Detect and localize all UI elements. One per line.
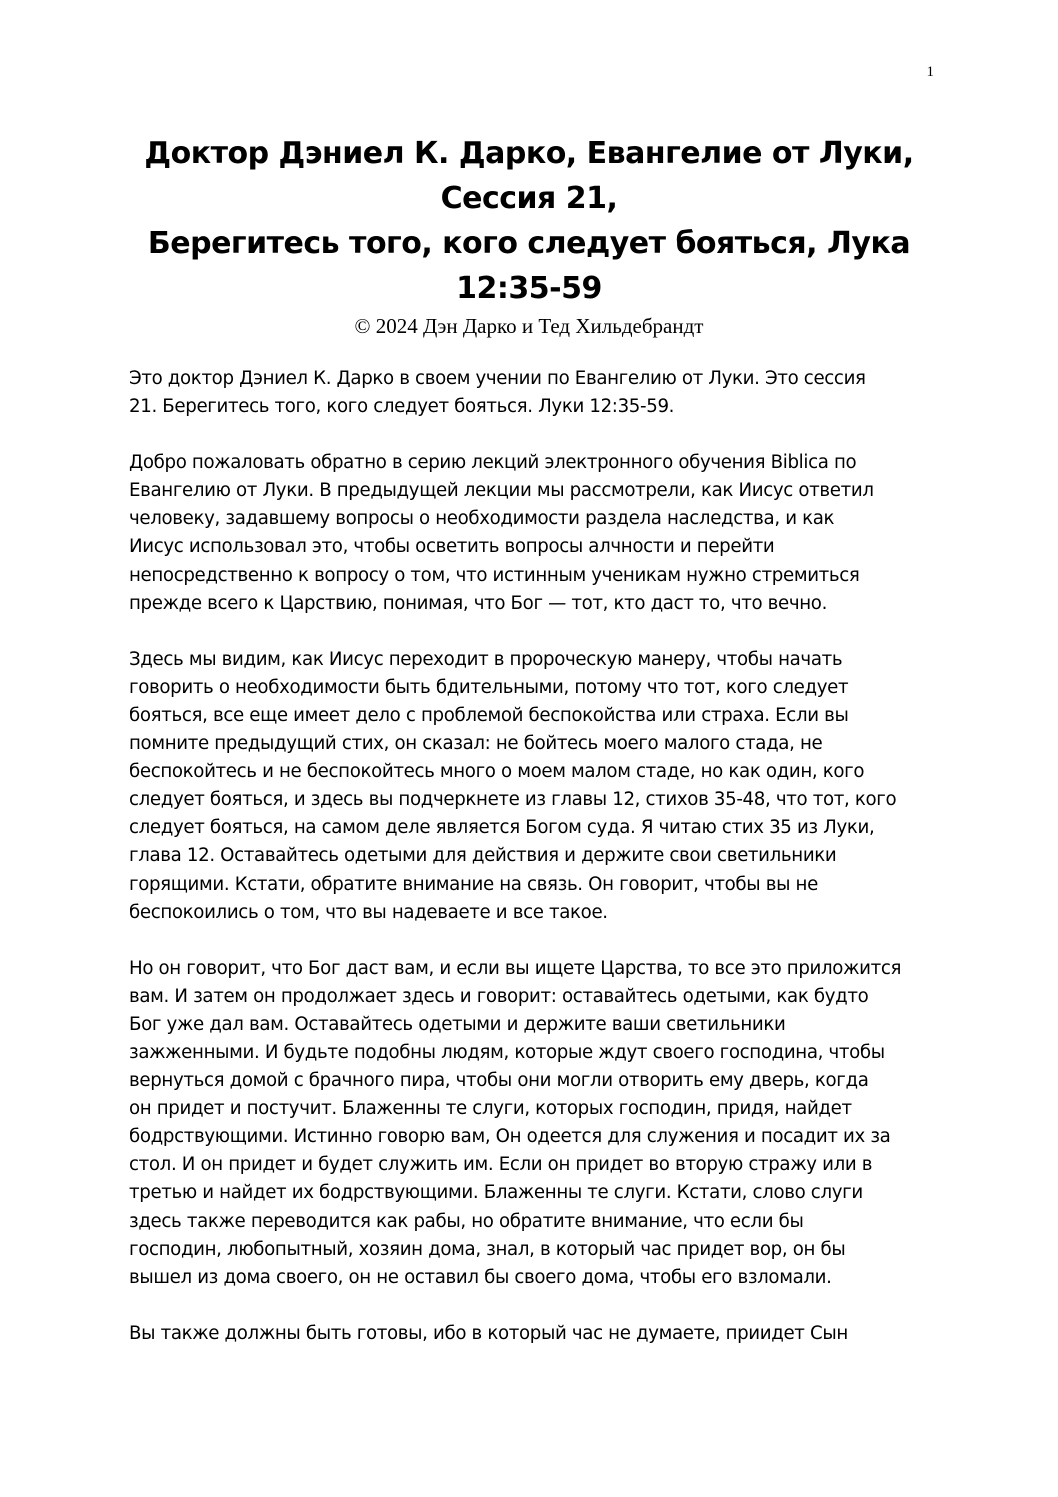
text-line: глава 12. Оставайтесь одетыми для действия и держите свои светильники — [129, 845, 837, 867]
text-line: говорить о необходимости быть бдительными, потому что тот, кого следует — [129, 676, 849, 698]
title-line: Доктор Дэниел К. Дарко, Евангелие от Луки, — [144, 136, 914, 171]
text-line: вышел из дома своего, он не оставил бы своего дома, чтобы его взломали. — [129, 1266, 832, 1288]
text-line: Иисус использовал это, чтобы осветить вопросы алчности и перейти — [129, 536, 775, 558]
text-line: Это доктор Дэниел К. Дарко в своем учении по Евангелию от Луки. Это сессия — [129, 368, 866, 389]
text-line: Евангелию от Луки. В предыдущей лекции мы рассмотрели, как Иисус ответил — [129, 480, 874, 502]
text-line: помните предыдущий стих, он сказал: не бойтесь моего малого стада, не — [129, 733, 823, 755]
paragraph-prophetic — [129, 646, 939, 927]
document-body — [129, 365, 939, 1376]
text-line: вернуться домой с брачного пира, чтобы они могли отворить ему дверь, когда — [129, 1070, 869, 1092]
text-line: вам. И затем он продолжает здесь и говорит: оставайтесь одетыми, как будто — [129, 985, 869, 1007]
text-line: Добро пожаловать обратно в серию лекций электронного обучения Biblica по — [129, 452, 857, 474]
text-line: беспокоились о том, что вы надеваете и все такое. — [129, 901, 608, 923]
text-line: он придет и постучит. Блаженны те слуги, которых господин, придя, найдет — [129, 1098, 852, 1120]
text-line: Здесь мы видим, как Иисус переходит в пророческую манеру, чтобы начать — [129, 648, 843, 670]
text-line: Но он говорит, что Бог даст вам, и если вы ищете Царства, то все это приложится — [129, 957, 902, 979]
page-number: 1 — [926, 64, 934, 80]
text-line: господин, любопытный, хозяин дома, знал, в который час придет вор, он бы — [129, 1238, 846, 1260]
text-line: Бог уже дал вам. Оставайтесь одетыми и держите ваши светильники — [129, 1013, 786, 1035]
text-line: бояться, все еще имеет дело с проблемой беспокойства или страха. Если вы — [129, 704, 849, 726]
text-line: зажженными. И будьте подобны людям, которые ждут своего господина, чтобы — [129, 1041, 885, 1063]
text-line: 21. Берегитесь того, кого следует бояться. Луки 12:35-59. — [129, 396, 675, 418]
paragraph-be-ready — [129, 1320, 939, 1348]
text-line: беспокойтесь и не беспокойтесь много о моем малом стаде, но как один, кого — [129, 761, 865, 783]
text-line: Вы также должны быть готовы, ибо в который час не думаете, приидет Сын — [129, 1322, 848, 1344]
text-line: непосредственно к вопросу о том, что истинным ученикам нужно стремиться — [129, 564, 860, 586]
paragraph-intro — [129, 365, 939, 421]
title-line: 12:35-59 — [456, 271, 602, 306]
document-title — [129, 131, 929, 341]
title-line: Берегитесь того, кого следует бояться, Лука — [147, 226, 911, 261]
text-line: бодрствующими. Истинно говорю вам, Он одеется для служения и посадит их за — [129, 1126, 891, 1148]
title-line: Сессия 21, — [440, 181, 618, 216]
text-line: горящими. Кстати, обратите внимание на связь. Он говорит, чтобы вы не — [129, 873, 818, 895]
paragraph-welcome — [129, 449, 939, 618]
text-line: человеку, задавшему вопросы о необходимости раздела наследства, и как — [129, 508, 835, 530]
text-line: здесь также переводится как рабы, но обратите внимание, что если бы — [129, 1210, 804, 1232]
paragraph-servants — [129, 955, 939, 1292]
text-line: прежде всего к Царствию, понимая, что Бог — тот, кто даст то, что вечно. — [129, 592, 828, 614]
text-line: следует бояться, на самом деле является Богом суда. Я читаю стих 35 из Луки, — [129, 817, 875, 839]
copyright-notice: © 2024 Дэн Дарко и Тед Хильдебрандт — [354, 314, 704, 338]
text-line: третью и найдет их бодрствующими. Блаженны те слуги. Кстати, слово слуги — [129, 1182, 863, 1204]
text-line: следует бояться, и здесь вы подчеркнете из главы 12, стихов 35-48, что тот, кого — [129, 789, 897, 811]
text-line: стол. И он придет и будет служить им. Если он придет во вторую стражу или в — [129, 1154, 873, 1176]
